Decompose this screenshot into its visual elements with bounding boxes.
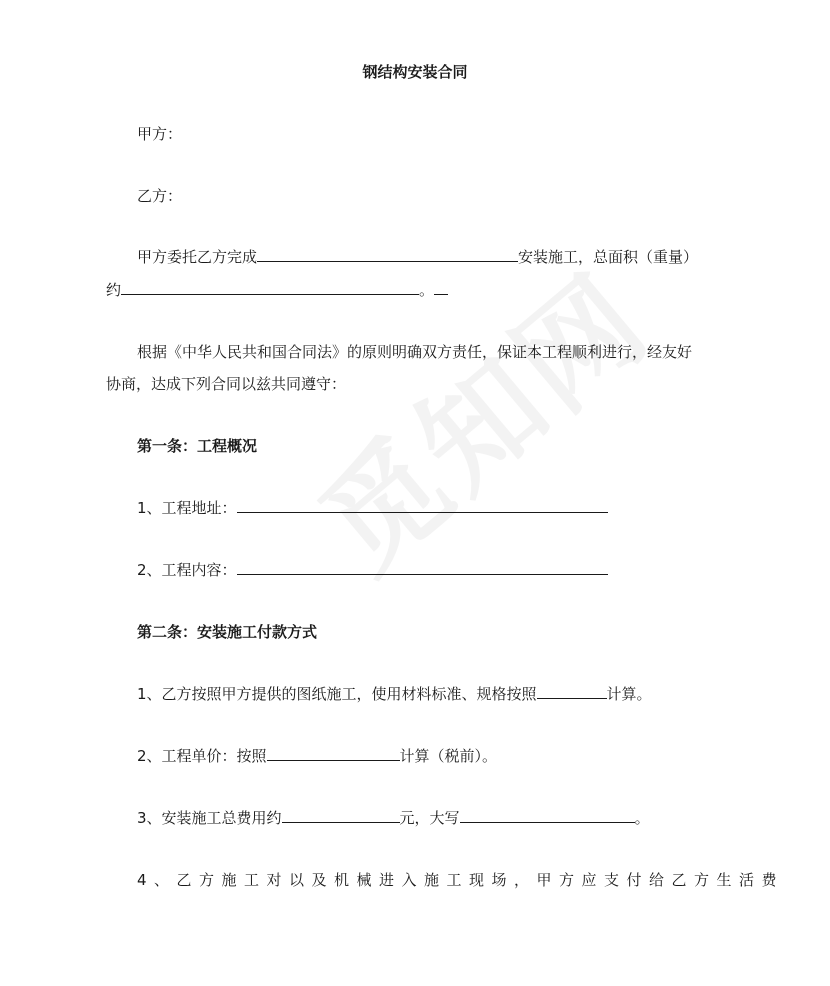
article2-item4: 4、乙方施工对以及机械进入施工现场，甲方应支付给乙方生活费 xyxy=(137,871,785,889)
entrust-paragraph-line1 xyxy=(137,246,698,267)
entrust-middle: 安装施工，总面积（重量） xyxy=(518,248,699,266)
article2-item3 xyxy=(137,807,650,828)
article1-item2 xyxy=(137,559,608,580)
project-name-blank xyxy=(257,247,518,262)
item2-suffix: 计算（税前）。 xyxy=(399,747,498,765)
article1-heading: 第一条：工程概况 xyxy=(137,437,258,455)
item2-prefix: 2、工程单价：按照 xyxy=(137,747,267,765)
document-title: 钢结构安装合同 xyxy=(362,63,468,81)
basis-paragraph-line2: 协商，达成下列合同以兹共同遵守： xyxy=(106,375,347,393)
article2-item2 xyxy=(137,745,497,766)
end-underline xyxy=(434,280,448,295)
entrust-line2-prefix: 约 xyxy=(106,281,122,299)
amount-words-blank xyxy=(460,808,635,823)
total-amount-blank xyxy=(282,808,400,823)
unit-price-blank xyxy=(267,746,400,761)
area-blank xyxy=(121,280,419,295)
standard-blank xyxy=(537,684,607,699)
content-blank xyxy=(237,560,608,575)
article1-item1 xyxy=(137,497,608,518)
entrust-paragraph-line2 xyxy=(106,279,448,300)
party-b-label: 乙方： xyxy=(137,187,183,205)
party-a-label: 甲方： xyxy=(137,125,183,143)
item3-suffix: 。 xyxy=(634,809,650,827)
address-label: 1、工程地址： xyxy=(137,499,237,517)
article2-heading: 第二条：安装施工付款方式 xyxy=(137,623,318,641)
basis-paragraph-line1: 根据《中华人民共和国合同法》的原则明确双方责任，保证本工程顺利进行，经友好 xyxy=(137,343,693,361)
item1-suffix: 计算。 xyxy=(606,685,652,703)
item3-prefix: 3、安装施工总费用约 xyxy=(137,809,282,827)
article2-item1 xyxy=(137,683,652,704)
item1-prefix: 1、乙方按照甲方提供的图纸施工，使用材料标准、规格按照 xyxy=(137,685,537,703)
address-blank xyxy=(237,498,608,513)
entrust-prefix: 甲方委托乙方完成 xyxy=(137,248,258,266)
entrust-line2-end: 。 xyxy=(419,281,435,299)
item3-mid: 元，大写 xyxy=(399,809,460,827)
content-label: 2、工程内容： xyxy=(137,561,237,579)
